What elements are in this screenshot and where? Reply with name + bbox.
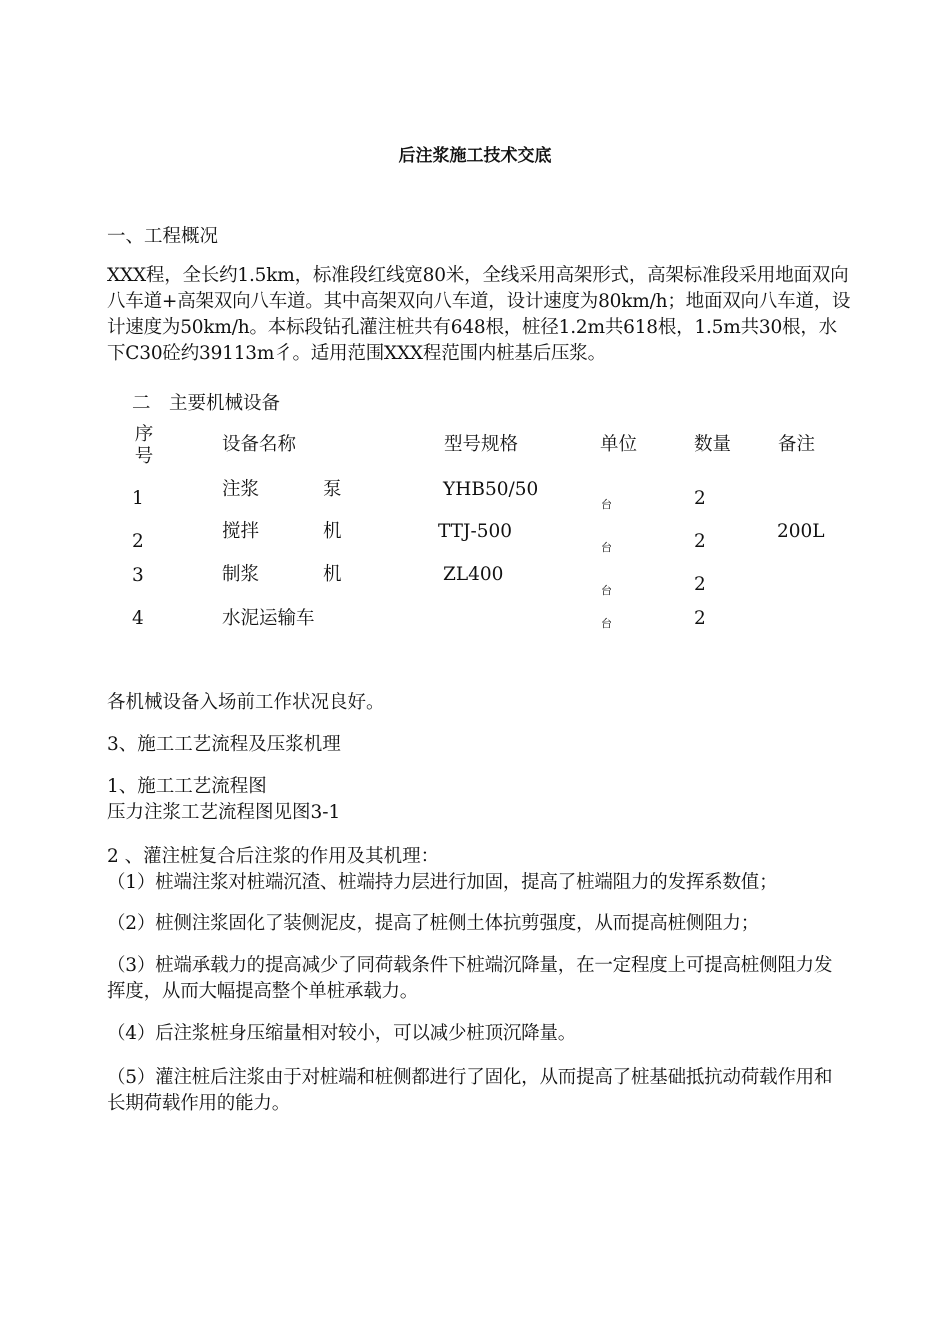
row-model: YHB50/50 xyxy=(443,479,539,500)
row-note: 200L xyxy=(777,521,825,542)
table-header-name: 设备名称 xyxy=(222,434,297,455)
row-name-suffix: 机 xyxy=(323,564,342,585)
document-title: 后注浆施工技术交底 xyxy=(398,146,552,166)
section-1-paragraph: XXX程，全长约1.5km，标准段红线宽80米，全线采用高架形式，高架标准段采用地面双向八车道+高架双向八车道。其中高架双向八车道，设计速度为80km/h；地面双向八车道，设计速度为50km/h。本标段钻孔灌注桩共有648根，桩径1.2m共618根，1.5m共30根，水下C30砼约39113m彳。适用范围XXX程范围内桩基后压浆。 xyxy=(107,265,851,364)
list-item: （3）桩端承载力的提高减少了同荷载条件下桩端沉降量，在一定程度上可提高桩侧阻力发挥度，从而大幅提高整个单桩承载力。 xyxy=(107,955,833,1002)
row-seq: 1 xyxy=(132,488,144,509)
subsection-2-heading: 2 、灌注桩复合后注浆的作用及其机理： xyxy=(107,846,440,867)
row-name-suffix: 机 xyxy=(323,521,342,542)
subsection-1-text: 压力注浆工艺流程图见图3-1 xyxy=(107,802,341,823)
table-header-qty: 数量 xyxy=(694,434,732,455)
row-qty: 2 xyxy=(694,488,706,509)
row-seq: 4 xyxy=(132,608,144,629)
row-seq: 2 xyxy=(132,531,144,552)
table-header-model: 型号规格 xyxy=(444,434,519,455)
row-unit: 台 xyxy=(601,498,612,511)
row-unit: 台 xyxy=(601,584,612,597)
table-header-unit: 单位 xyxy=(600,434,638,455)
section-2-heading: 二 主要机械设备 xyxy=(132,393,281,414)
row-name: 搅拌 xyxy=(222,521,260,542)
row-name: 注浆 xyxy=(222,479,260,500)
subsection-1-heading: 1、施工工艺流程图 xyxy=(107,776,267,797)
row-unit: 台 xyxy=(601,617,612,630)
equipment-footnote: 各机械设备入场前工作状况良好。 xyxy=(107,692,385,713)
row-model: TTJ-500 xyxy=(438,521,512,542)
row-qty: 2 xyxy=(694,531,706,552)
section-3-heading: 3、施工工艺流程及压浆机理 xyxy=(107,734,341,755)
row-name: 制浆 xyxy=(222,564,260,585)
table-header-seq: 序号 xyxy=(134,424,154,467)
row-seq: 3 xyxy=(132,565,144,586)
row-model: ZL400 xyxy=(443,564,504,585)
list-item: （4）后注浆桩身压缩量相对较小，可以减少桩顶沉降量。 xyxy=(107,1023,577,1044)
section-1-heading: 一、工程概况 xyxy=(107,226,219,247)
table-header-note: 备注 xyxy=(778,434,816,455)
row-qty: 2 xyxy=(694,574,706,595)
row-unit: 台 xyxy=(601,541,612,554)
row-qty: 2 xyxy=(694,608,706,629)
list-item: （1）桩端注浆对桩端沉渣、桩端持力层进行加固，提高了桩端阻力的发挥系数值； xyxy=(107,872,778,893)
list-item: （5）灌注桩后注浆由于对桩端和桩侧都进行了固化，从而提高了桩基础抵抗动荷载作用和长期荷载作用的能力。 xyxy=(107,1067,833,1114)
list-item: （2）桩侧注浆固化了装侧泥皮，提高了桩侧土体抗剪强度，从而提高桩侧阻力； xyxy=(107,913,760,934)
row-name-suffix: 泵 xyxy=(323,479,342,500)
row-name: 水泥运输车 xyxy=(222,608,315,629)
